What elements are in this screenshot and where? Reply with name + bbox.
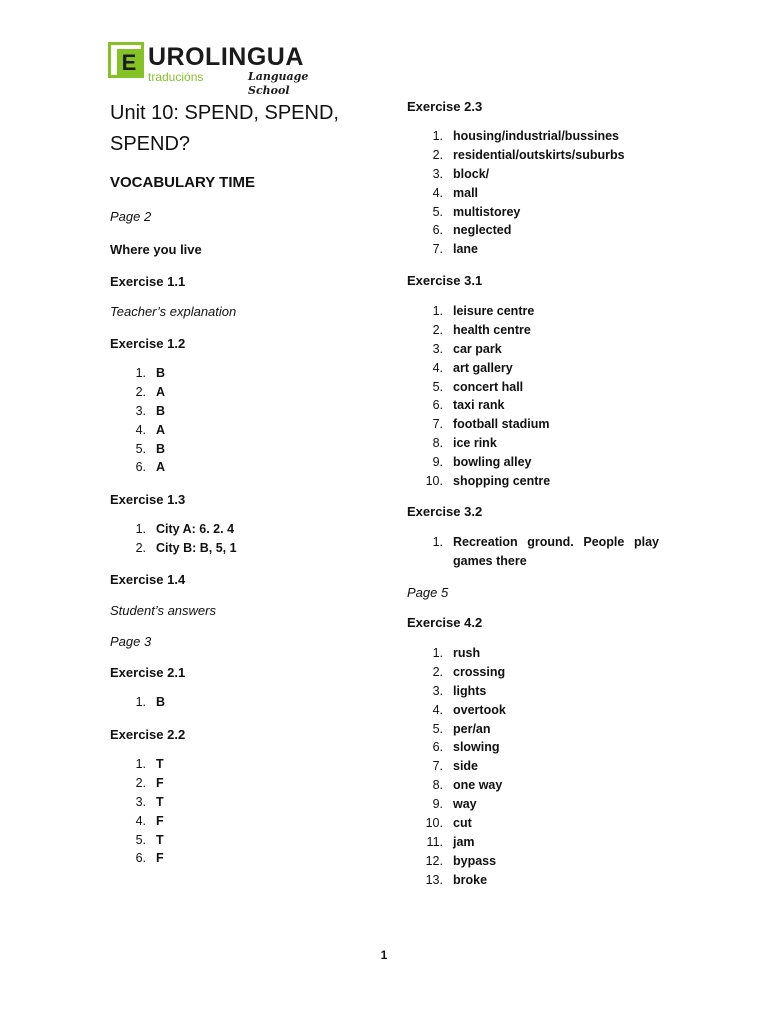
list-item-number: 8. (432, 436, 443, 451)
eurolingua-logo (108, 42, 338, 97)
list-item (110, 831, 310, 850)
list-item-text: T (156, 794, 164, 809)
exercise-2-3-list (407, 127, 662, 259)
list-item (110, 812, 310, 831)
list-item-text: taxi rank (453, 398, 505, 413)
list-item (407, 701, 662, 720)
list-item-text: City B: B, 5, 1 (156, 540, 237, 555)
list-item (407, 203, 662, 222)
exercise-4-2-list (407, 644, 662, 890)
list-item-number: 5. (432, 379, 443, 394)
list-item (407, 396, 662, 415)
list-item-number: 10. (425, 816, 443, 831)
list-item-number: 5. (135, 832, 146, 847)
list-item-text: lane (453, 242, 479, 257)
list-item-text: A (156, 460, 166, 475)
list-item-number: 5. (432, 721, 443, 736)
list-item-number: 7. (432, 759, 443, 774)
logo-e-box (108, 42, 144, 78)
unit-title: Unit 10: SPEND, SPEND, SPEND? (110, 102, 339, 155)
list-item-number: 4. (135, 422, 146, 437)
list-item-number: 5. (432, 204, 443, 219)
list-item-number: 6. (432, 223, 443, 238)
list-item-text: F (156, 813, 164, 828)
list-item (110, 774, 310, 793)
list-item-text: B (156, 366, 166, 380)
list-item (110, 440, 310, 459)
list-item (407, 127, 662, 146)
list-item (110, 539, 310, 558)
list-item-text: City A: 6. 2. 4 (156, 522, 235, 536)
list-item-number: 11. (426, 834, 443, 849)
list-item-text: leisure centre (453, 304, 535, 318)
page-5-label: Page 5 (407, 585, 449, 600)
list-item (407, 434, 662, 453)
list-item-number: 1. (432, 646, 443, 660)
list-item-text: football stadium (453, 417, 550, 432)
list-item-number: 12. (425, 853, 443, 868)
list-item-number: 3. (135, 403, 146, 418)
exercise-2-2-list (110, 755, 310, 868)
exercise-2-2-heading: Exercise 2.2 (110, 727, 186, 742)
list-item (407, 302, 662, 321)
list-item-text: A (156, 384, 166, 399)
list-item (407, 776, 662, 795)
logo-subtitle: traducións (148, 70, 204, 84)
list-item (110, 421, 310, 440)
list-item (407, 146, 662, 165)
list-item-number: 1. (135, 522, 146, 536)
list-item-text: side (453, 759, 479, 774)
list-item (407, 833, 662, 852)
list-item (407, 240, 662, 259)
list-item-number: 8. (432, 778, 443, 793)
list-item (407, 738, 662, 757)
list-item (407, 795, 662, 814)
exercise-2-1-heading: Exercise 2.1 (110, 665, 186, 680)
list-item-number: 6. (135, 851, 146, 866)
where-you-live-heading: Where you live (110, 242, 202, 257)
list-item-text: crossing (453, 664, 506, 679)
list-item-text: B (156, 403, 166, 418)
list-item (407, 663, 662, 682)
list-item-text: one way (453, 778, 503, 793)
list-item-number: 9. (432, 797, 443, 812)
list-item (407, 359, 662, 378)
list-item-number: 13. (425, 872, 443, 887)
list-item (407, 378, 662, 397)
exercise-1-3-heading: Exercise 1.3 (110, 492, 186, 507)
list-item-text: broke (453, 872, 488, 887)
list-item-text: block/ (453, 166, 490, 181)
list-item-text: residential/outskirts/suburbs (453, 147, 625, 162)
list-item-text: F (156, 775, 164, 790)
exercise-3-1-list (407, 302, 662, 491)
list-item-number: 4. (432, 185, 443, 200)
list-item-text: per/an (453, 721, 491, 736)
list-item-number: 5. (135, 441, 146, 456)
list-item-text: overtook (453, 702, 506, 717)
list-item (407, 472, 662, 491)
exercise-3-1-heading: Exercise 3.1 (407, 273, 483, 288)
list-item-number: 3. (135, 794, 146, 809)
list-item (407, 757, 662, 776)
list-item-text: rush (453, 646, 481, 660)
list-item-text: lights (453, 683, 487, 698)
list-item-text: T (156, 832, 164, 847)
list-item (110, 402, 310, 421)
list-item-text: bypass (453, 853, 497, 868)
list-item-number: 6. (135, 460, 146, 475)
list-item-text: T (156, 757, 164, 771)
exercise-1-4-note: Student’s answers (110, 603, 216, 618)
list-item (110, 520, 310, 539)
list-item-number: 2. (135, 775, 146, 790)
list-item-number: 1. (135, 366, 146, 380)
list-item (110, 458, 310, 477)
list-item-number: 10. (425, 474, 443, 489)
exercise-4-2-heading: Exercise 4.2 (407, 615, 483, 630)
list-item-number: 4. (432, 360, 443, 375)
list-item-text: way (453, 797, 477, 812)
list-item (110, 364, 310, 383)
list-item (110, 849, 310, 868)
list-item-number: 9. (432, 455, 443, 470)
list-item-text: jam (453, 834, 475, 849)
list-item-text: art gallery (453, 360, 513, 375)
list-item-number: 2. (135, 384, 146, 399)
page-2-label: Page 2 (110, 209, 152, 224)
list-item-number: 3. (432, 166, 443, 181)
list-item-number: 7. (432, 417, 443, 432)
list-item (407, 453, 662, 472)
page-3-label: Page 3 (110, 634, 152, 649)
list-item-number: 2. (432, 664, 443, 679)
list-item-number: 1. (135, 757, 146, 771)
list-item-number: 6. (432, 398, 443, 413)
exercise-1-3-list (110, 520, 310, 558)
list-item (407, 184, 662, 203)
exercise-3-2-heading: Exercise 3.2 (407, 504, 483, 519)
list-item-number: 1. (135, 695, 146, 709)
list-item-text: ice rink (453, 436, 497, 451)
exercise-2-1-list (110, 693, 310, 712)
list-item-text: cut (453, 816, 472, 831)
list-item (110, 383, 310, 402)
exercise-1-4-heading: Exercise 1.4 (110, 572, 186, 587)
list-item (407, 852, 662, 871)
exercise-1-2-heading: Exercise 1.2 (110, 336, 186, 351)
list-item-number: 7. (432, 242, 443, 257)
list-item-text: multistorey (453, 204, 521, 219)
list-item-text: B (156, 695, 166, 709)
list-item (407, 415, 662, 434)
list-item-number: 3. (432, 341, 443, 356)
list-item-number: 2. (135, 540, 146, 555)
logo-wordmark: UROLINGUA (148, 43, 304, 71)
list-item (407, 871, 662, 890)
list-item (110, 755, 310, 774)
list-item (407, 814, 662, 833)
list-item-number: 1. (432, 304, 443, 318)
list-item-text: concert hall (453, 379, 524, 394)
list-item-number: 4. (135, 813, 146, 828)
list-item-text: health centre (453, 322, 531, 337)
exercise-1-2-list (110, 364, 310, 477)
list-item (407, 221, 662, 240)
list-item-number: 2. (432, 147, 443, 162)
list-item (110, 793, 310, 812)
page-number: 1 (380, 948, 388, 962)
exercise-3-2-number: 1. (432, 535, 443, 549)
list-item (407, 321, 662, 340)
list-item-number: 3. (432, 683, 443, 698)
exercise-3-2-answer: Recreation ground. People play games there (453, 535, 659, 568)
list-item-text: bowling alley (453, 455, 532, 470)
list-item-text: B (156, 441, 166, 456)
list-item-text: car park (453, 341, 502, 356)
exercise-2-3-heading: Exercise 2.3 (407, 99, 483, 114)
list-item-text: F (156, 851, 164, 866)
list-item-text: mall (453, 185, 479, 200)
logo-tagline: Language School (248, 70, 309, 97)
list-item-text: A (156, 422, 166, 437)
list-item (407, 340, 662, 359)
list-item-number: 4. (432, 702, 443, 717)
list-item (407, 682, 662, 701)
logo-e-letter: E (117, 49, 141, 77)
list-item (407, 165, 662, 184)
exercise-1-1-heading: Exercise 1.1 (110, 274, 186, 289)
list-item (110, 693, 310, 712)
list-item-text: slowing (453, 740, 500, 755)
list-item (407, 644, 662, 663)
vocabulary-heading: VOCABULARY TIME (110, 174, 256, 191)
exercise-1-1-note: Teacher’s explanation (110, 304, 237, 319)
list-item-text: housing/industrial/bussines (453, 129, 619, 143)
list-item-text: neglected (453, 223, 512, 238)
list-item-number: 2. (432, 322, 443, 337)
list-item-number: 6. (432, 740, 443, 755)
list-item-text: shopping centre (453, 474, 551, 489)
list-item-number: 1. (432, 129, 443, 143)
list-item (407, 720, 662, 739)
